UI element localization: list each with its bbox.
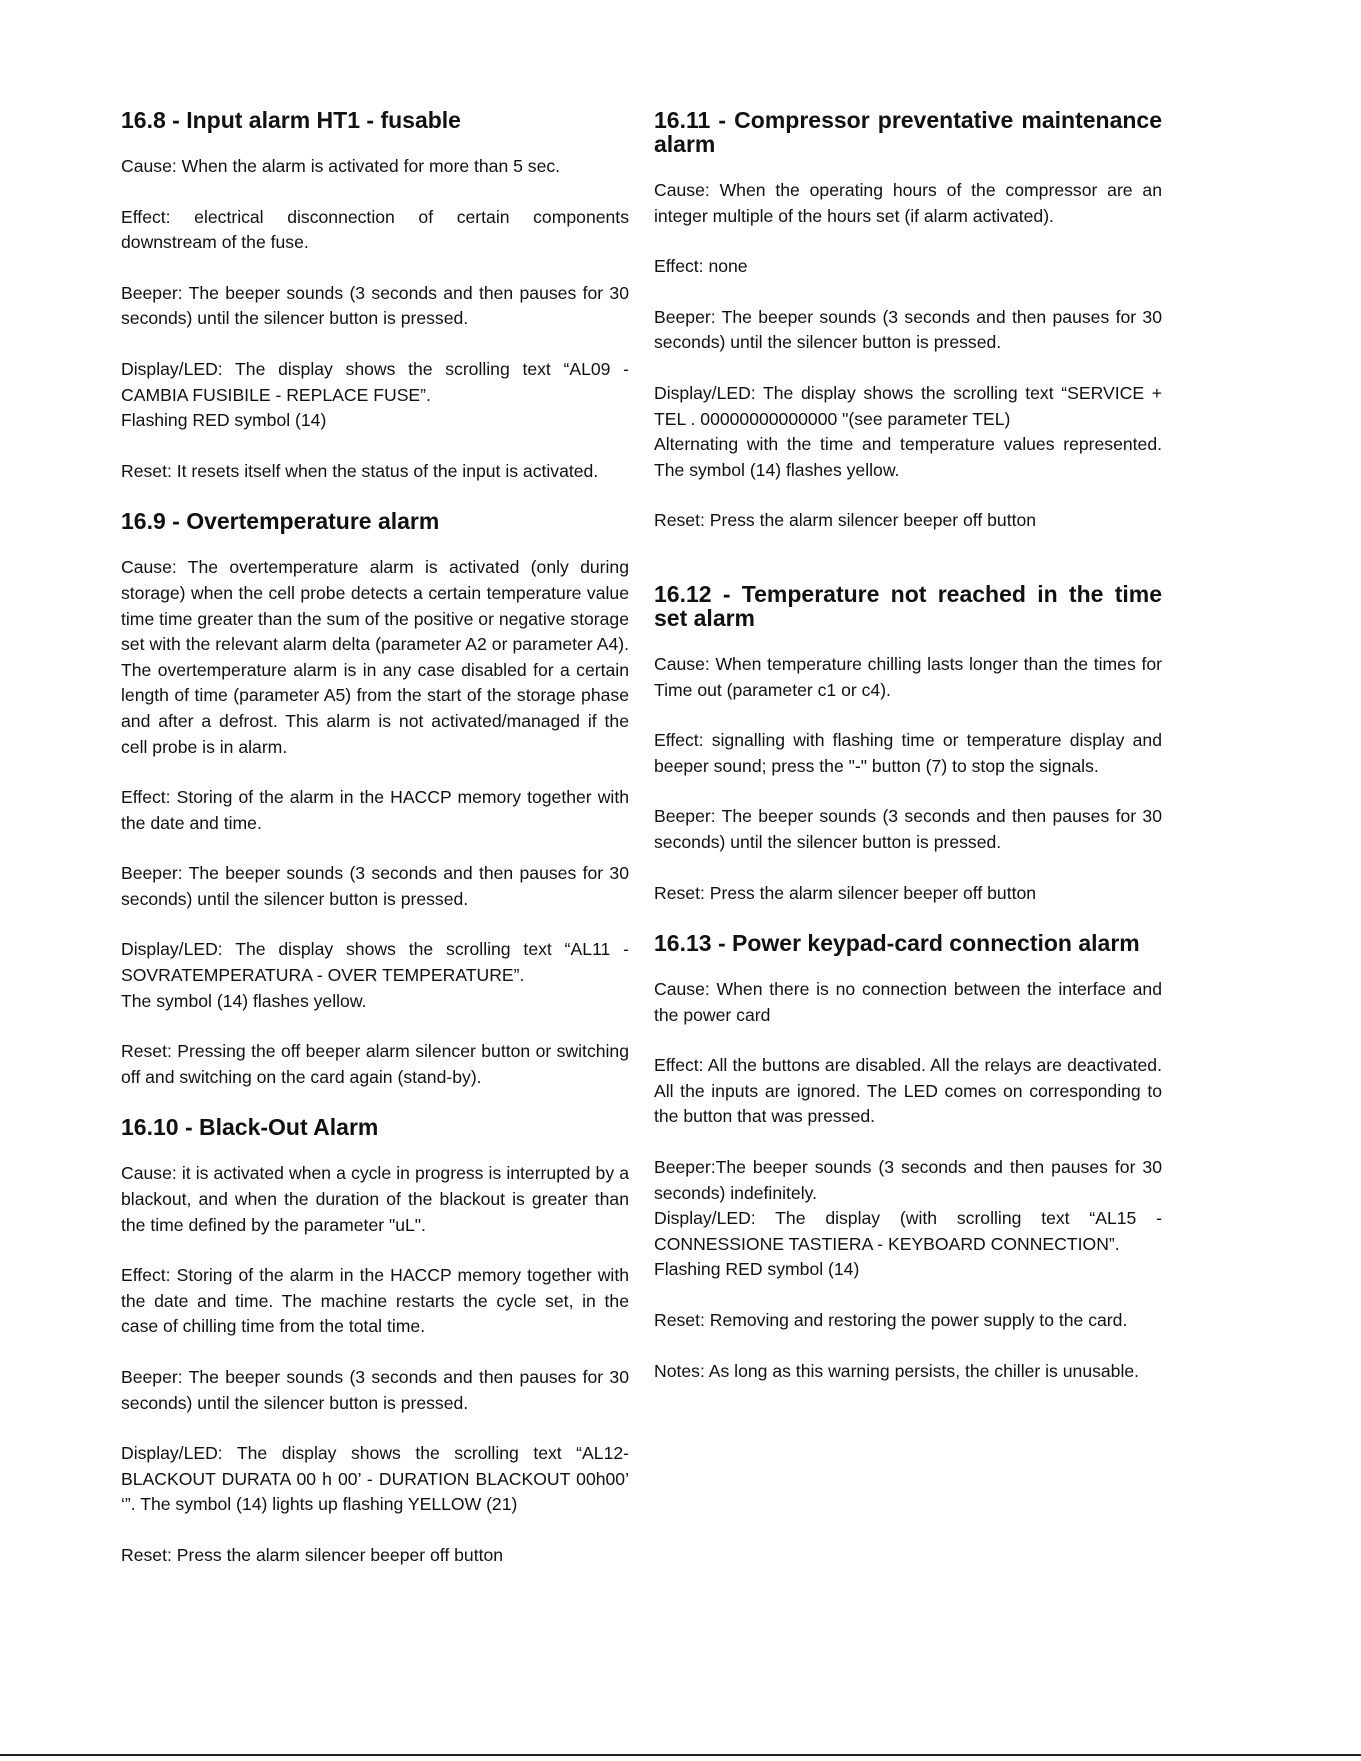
section-16-12 [654, 582, 1162, 906]
cause-text: Cause: When the operating hours of the compressor are an integer multiple of the hours set (if alarm activated). [654, 180, 1162, 226]
display-extra-text: Flashing RED symbol (14) [121, 410, 327, 431]
beeper-text: Beeper: The beeper sounds (3 seconds and then pauses for 30 seconds) until the silencer button is pressed. [121, 863, 629, 909]
section-16-8 [121, 108, 629, 484]
beeper-text: Beeper: The beeper sounds (3 seconds and then pauses for 30 seconds) until the silencer button is pressed. [121, 1367, 629, 1413]
beeper-text: Beeper: The beeper sounds (3 seconds and then pauses for 30 seconds) until the silencer button is pressed. [654, 306, 1162, 353]
effect-text: Effect: signalling with flashing time or temperature display and beeper sound; press the "-" button (7) to stop the signals. [654, 730, 1162, 776]
reset-text: Reset: Press the alarm silencer beeper off button [121, 1544, 504, 1565]
effect-text: Effect: Storing of the alarm in the HACCP memory together with the date and time. [121, 787, 629, 833]
reset-text: Reset: Press the alarm silencer beeper off button [654, 510, 1037, 531]
cause-text: Cause: When temperature chilling lasts longer than the times for Time out (parameter c1 or c4). [654, 653, 1162, 700]
reset-text: Reset: Pressing the off beeper alarm silencer button or switching off and switching on the card again (stand-by). [121, 1041, 629, 1087]
display-extra-text: Flashing RED symbol (14) [654, 1259, 860, 1280]
display-text: Display/LED: The display shows the scrolling text “AL12- BLACKOUT DURATA 00 h 00’ - DURATION BLACKOUT 00h00’ ‘”. The symbol (14) lights up flashing YELLOW (21) [121, 1443, 629, 1515]
section-16-13 [654, 931, 1162, 1384]
cause-text: Cause: When the alarm is activated for more than 5 sec. [121, 156, 561, 176]
effect-text: Effect: none [654, 256, 748, 277]
beeper-text: Beeper:The beeper sounds (3 seconds and then pauses for 30 seconds) indefinitely. [654, 1157, 1162, 1203]
section-16-10 [121, 1115, 629, 1568]
cause-text: Cause: When there is no connection between the interface and the power card [654, 979, 1162, 1025]
display-extra-text: Alternating with the time and temperature values represented. The symbol (14) flashes yellow. [654, 434, 1162, 480]
cause-text: Cause: The overtemperature alarm is activated (only during storage) when the cell probe detects a certain temperature value time time greater than the sum of the positive or negative storage set with the relevant alarm delta (parameter A2 or parameter A4). The overtemperature alarm is in any case disabled for a certain length of time (parameter A5) from the start of the storage phase and after a defrost. This alarm is not activated/managed if the cell probe is in alarm. [121, 557, 629, 757]
section-title: 16.8 - Input alarm HT1 - fusable [121, 107, 461, 133]
notes-text: Notes: As long as this warning persists, the chiller is unusable. [654, 1360, 1140, 1381]
reset-text: Reset: It resets itself when the status of the input is activated. [121, 460, 599, 481]
display-text: Display/LED: The display shows the scrolling text “AL09 - CAMBIA FUSIBILE - REPLACE FUSE”. [121, 358, 629, 405]
footer-rule [0, 1754, 1361, 1756]
effect-text: Effect: electrical disconnection of certain components downstream of the fuse. [121, 206, 629, 253]
section-title: 16.10 - Black-Out Alarm [121, 1114, 379, 1141]
right-column [654, 108, 1162, 1409]
section-16-9 [121, 509, 629, 1090]
display-text: Display/LED: The display (with scrolling text “AL15 - CONNESSIONE TASTIERA - KEYBOARD CONNECTION”. [654, 1208, 1162, 1254]
effect-text: Effect: All the buttons are disabled. All the relays are deactivated. All the inputs are ignored. The LED comes on corresponding to the button that was pressed. [654, 1055, 1162, 1127]
section-title: 16.11 - Compressor preventative maintenance alarm [654, 107, 1162, 157]
section-title: 16.9 - Overtemperature alarm [121, 508, 440, 535]
section-title: 16.12 - Temperature not reached in the time set alarm [654, 580, 1162, 631]
left-column [121, 108, 629, 1594]
reset-text: Reset: Press the alarm silencer beeper off button [654, 882, 1037, 903]
beeper-text: Beeper: The beeper sounds (3 seconds and then pauses for 30 seconds) until the silencer button is pressed. [654, 806, 1162, 852]
effect-text: Effect: Storing of the alarm in the HACCP memory together with the date and time. The machine restarts the cycle set, in the case of chilling time from the total time. [121, 1265, 629, 1337]
section-title: 16.13 - Power keypad-card connection alarm [654, 930, 1140, 957]
display-text: Display/LED: The display shows the scrolling text “SERVICE + TEL . 00000000000000 "(see parameter TEL) [654, 382, 1162, 429]
display-text: Display/LED: The display shows the scrolling text “AL11 - SOVRATEMPERATURA - OVER TEMPERATURE”. [121, 939, 629, 986]
reset-text: Reset: Removing and restoring the power supply to the card. [654, 1310, 1128, 1331]
display-extra-text: The symbol (14) flashes yellow. [121, 990, 367, 1011]
section-16-11 [654, 108, 1162, 534]
beeper-text: Beeper: The beeper sounds (3 seconds and then pauses for 30 seconds) until the silencer button is pressed. [121, 282, 629, 329]
cause-text: Cause: it is activated when a cycle in progress is interrupted by a blackout, and when the duration of the blackout is greater than the time defined by the parameter "uL". [121, 1163, 629, 1235]
